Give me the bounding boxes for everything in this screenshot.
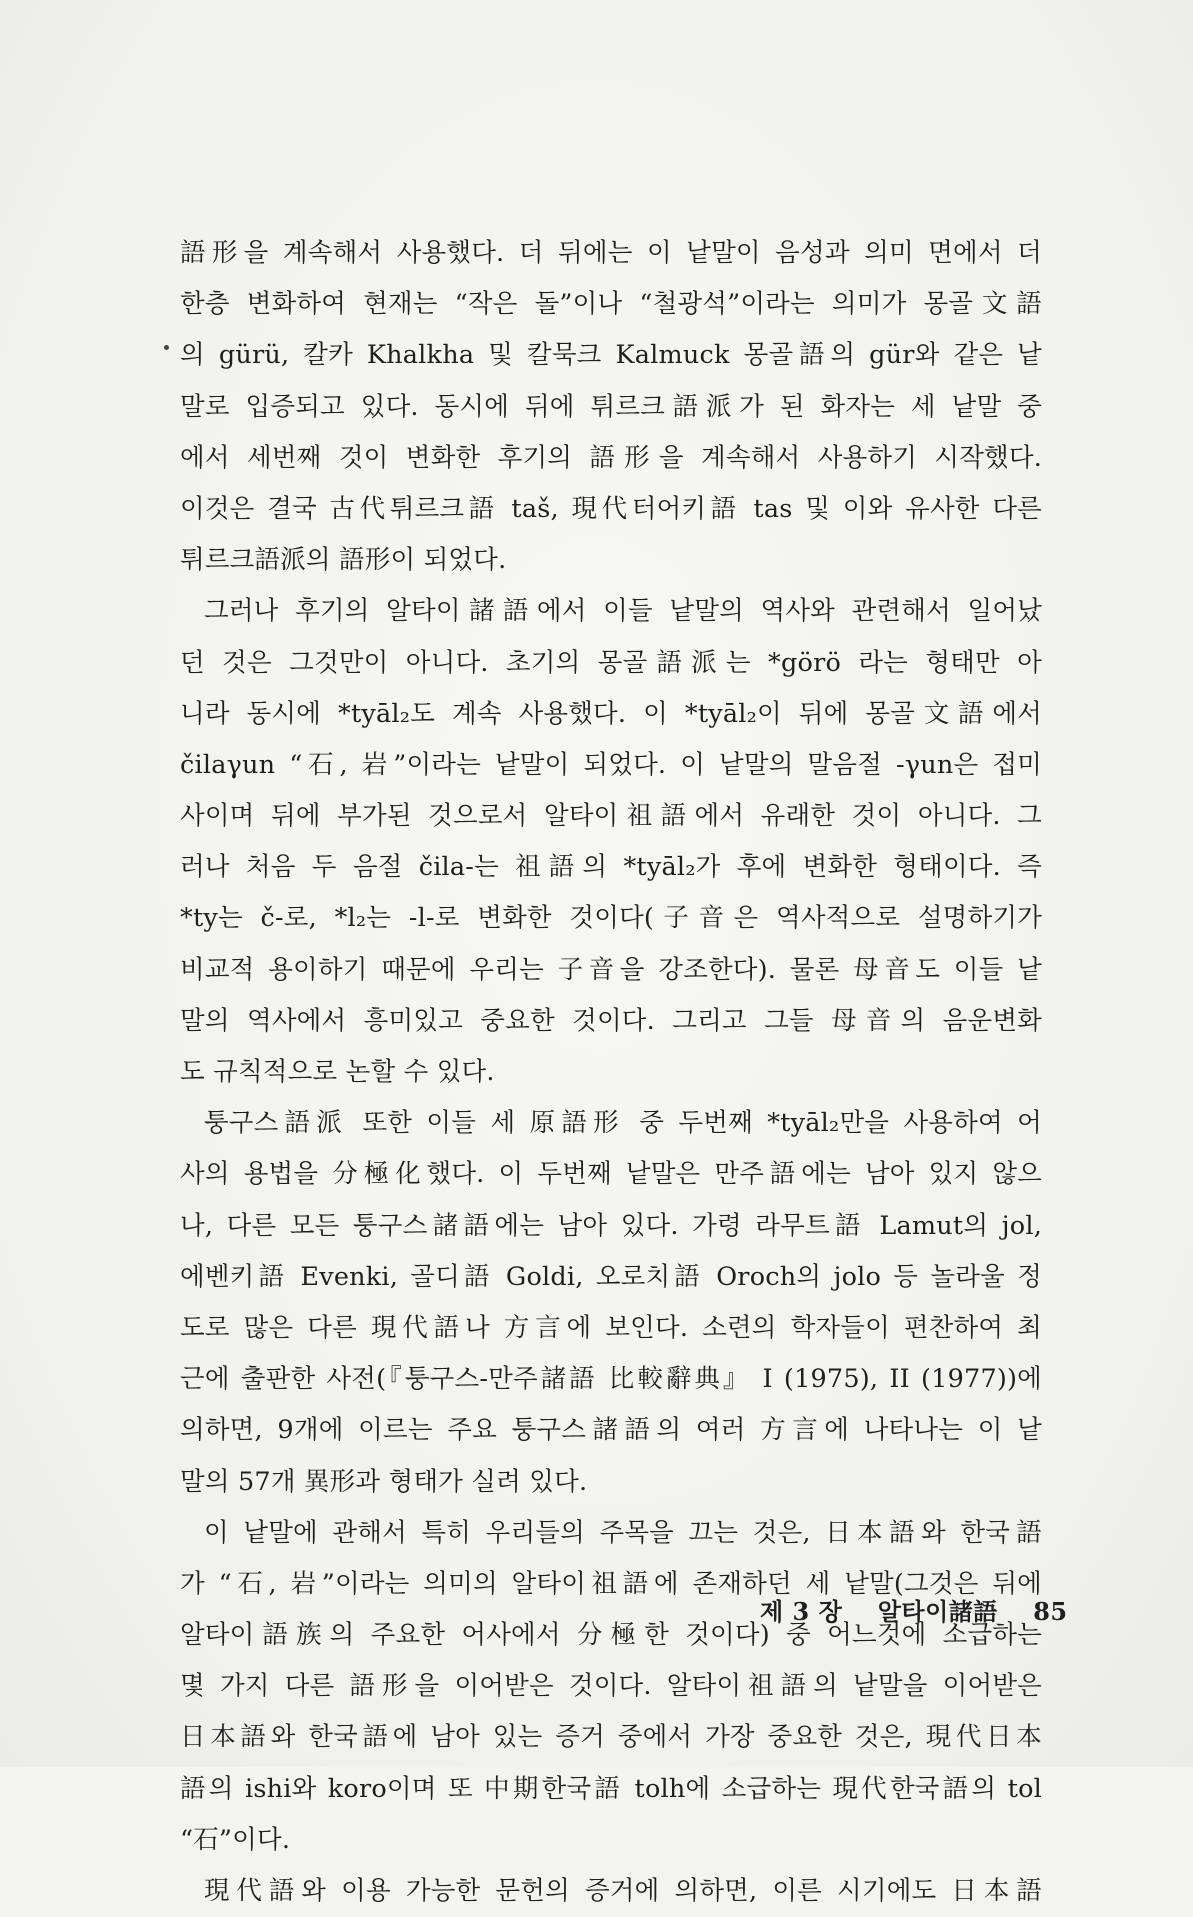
text-line: 말의 역사에서 흥미있고 중요한 것이다. 그리고 그들 母音의 음운변화 <box>180 1005 1042 1036</box>
text-line: 語形을 계속해서 사용했다. 더 뒤에는 이 낱말이 음성과 의미 면에서 더 <box>180 238 1042 268</box>
text-line: 이 낱말에 관해서 특히 우리들의 주목을 끄는 것은, 日本語와 한국語 <box>204 1517 1042 1548</box>
text-line: 사이며 뒤에 부가된 것으로서 알타이祖語에서 유래한 것이 아니다. 그 <box>180 801 1042 832</box>
text-line: 사의 용법을 分極化했다. 이 두번째 낱말은 만주語에는 남아 있지 않으 <box>180 1159 1042 1190</box>
text-line: 말의 57개 異形과 형태가 실려 있다. <box>180 1466 588 1497</box>
text-line: 비교적 용이하기 때문에 우리는 子音을 강조한다). 물론 母音도 이들 낱 <box>180 954 1042 985</box>
text-line: 말로 입증되고 있다. 동시에 뒤에 튀르크語派가 된 화자는 세 낱말 중 <box>180 391 1042 422</box>
margin-mark <box>164 345 169 350</box>
text-line: 러나 처음 두 음절 čila-는 祖語의 *tyāl₂가 후에 변화한 형태이다. 즉 <box>180 852 1042 883</box>
text-line: 근에 출판한 사전(『퉁구스-만주諸語 比較辭典』 I (1975), II (1977))에 <box>180 1364 1042 1395</box>
text-line: 튀르크語派의 語形이 되었다. <box>180 545 507 576</box>
text-line: 던 것은 그것만이 아니다. 초기의 몽골語派는 *görö 라는 형태만 아 <box>180 647 1042 678</box>
page-number: 85 <box>1033 1597 1068 1626</box>
text-line: 니라 동시에 *tyāl₂도 계속 사용했다. 이 *tyāl₂이 뒤에 몽골文語에서 <box>180 698 1042 729</box>
text-line: 의하면, 9개에 이르는 주요 퉁구스諸語의 여러 方言에 나타나는 이 낱 <box>180 1415 1042 1446</box>
text-line: 이것은 결국 古代튀르크語 taš, 現代터어키語 tas 및 이와 유사한 다른 <box>180 493 1042 524</box>
text-line: 몇 가지 다른 語形을 이어받은 것이다. 알타이祖語의 낱말을 이어받은 <box>180 1671 1042 1702</box>
text-line: 그러나 후기의 알타이諸語에서 이들 낱말의 역사와 관련해서 일어났 <box>204 596 1042 627</box>
text-line: 한층 변화하여 현재는 “작은 돌”이나 “철광석”이라는 의미가 몽골文語 <box>180 289 1042 320</box>
chapter-label: 제 3 장 <box>760 1597 843 1626</box>
text-line: čilaγun “石, 岩”이라는 낱말이 되었다. 이 낱말의 말음절 -γun은 접미 <box>180 749 1042 780</box>
text-line: 퉁구스語派 또한 이들 세 原語形 중 두번째 *tyāl₂만을 사용하여 어 <box>204 1108 1042 1139</box>
text-line: 도 규칙적으로 논할 수 있다. <box>180 1057 495 1087</box>
text-line: 가 “石, 岩”이라는 의미의 알타이祖語에 존재하던 세 낱말(그것은 뒤에 <box>180 1568 1042 1599</box>
text-line: “石”이다. <box>180 1824 291 1855</box>
text-line: 日本語와 한국語에 남아 있는 증거 중에서 가장 중요한 것은, 現代日本 <box>180 1722 1042 1753</box>
text-line: 나, 다른 모든 퉁구스諸語에는 남아 있다. 가령 라무트語 Lamut의 jol, <box>180 1210 1042 1241</box>
text-line: 알타이語族의 주요한 어사에서 分極한 것이다) 중 어느것에 소급하는 <box>180 1620 1042 1651</box>
text-line: 의 gürü, 칼카 Khalkha 및 칼묵크 Kalmuck 몽골語의 gür와 같은 낱 <box>180 340 1042 371</box>
body-text <box>180 228 1042 1917</box>
text-line: 에서 세번째 것이 변화한 후기의 語形을 계속해서 사용하기 시작했다. <box>180 442 1042 473</box>
chapter-title: 알타이諸語 <box>877 1597 998 1626</box>
running-footer <box>760 1592 1068 1627</box>
text-line: 도로 많은 다른 現代語나 方言에 보인다. 소련의 학자들이 편찬하여 최 <box>180 1312 1042 1343</box>
text-line: *ty는 č-로, *l₂는 -l-로 변화한 것이다(子音은 역사적으로 설명하기가 <box>180 903 1042 934</box>
text-line: 現代語와 이용 가능한 문헌의 증거에 의하면, 이른 시기에도 日本語 <box>204 1876 1042 1906</box>
text-line: 에벤키語 Evenki, 골디語 Goldi, 오로치語 Oroch의 jolo 등 놀라울 정 <box>180 1261 1042 1292</box>
text-line: 語의 ishi와 koro이며 또 中期한국語 tolh에 소급하는 現代한국語의 tol <box>180 1773 1042 1804</box>
